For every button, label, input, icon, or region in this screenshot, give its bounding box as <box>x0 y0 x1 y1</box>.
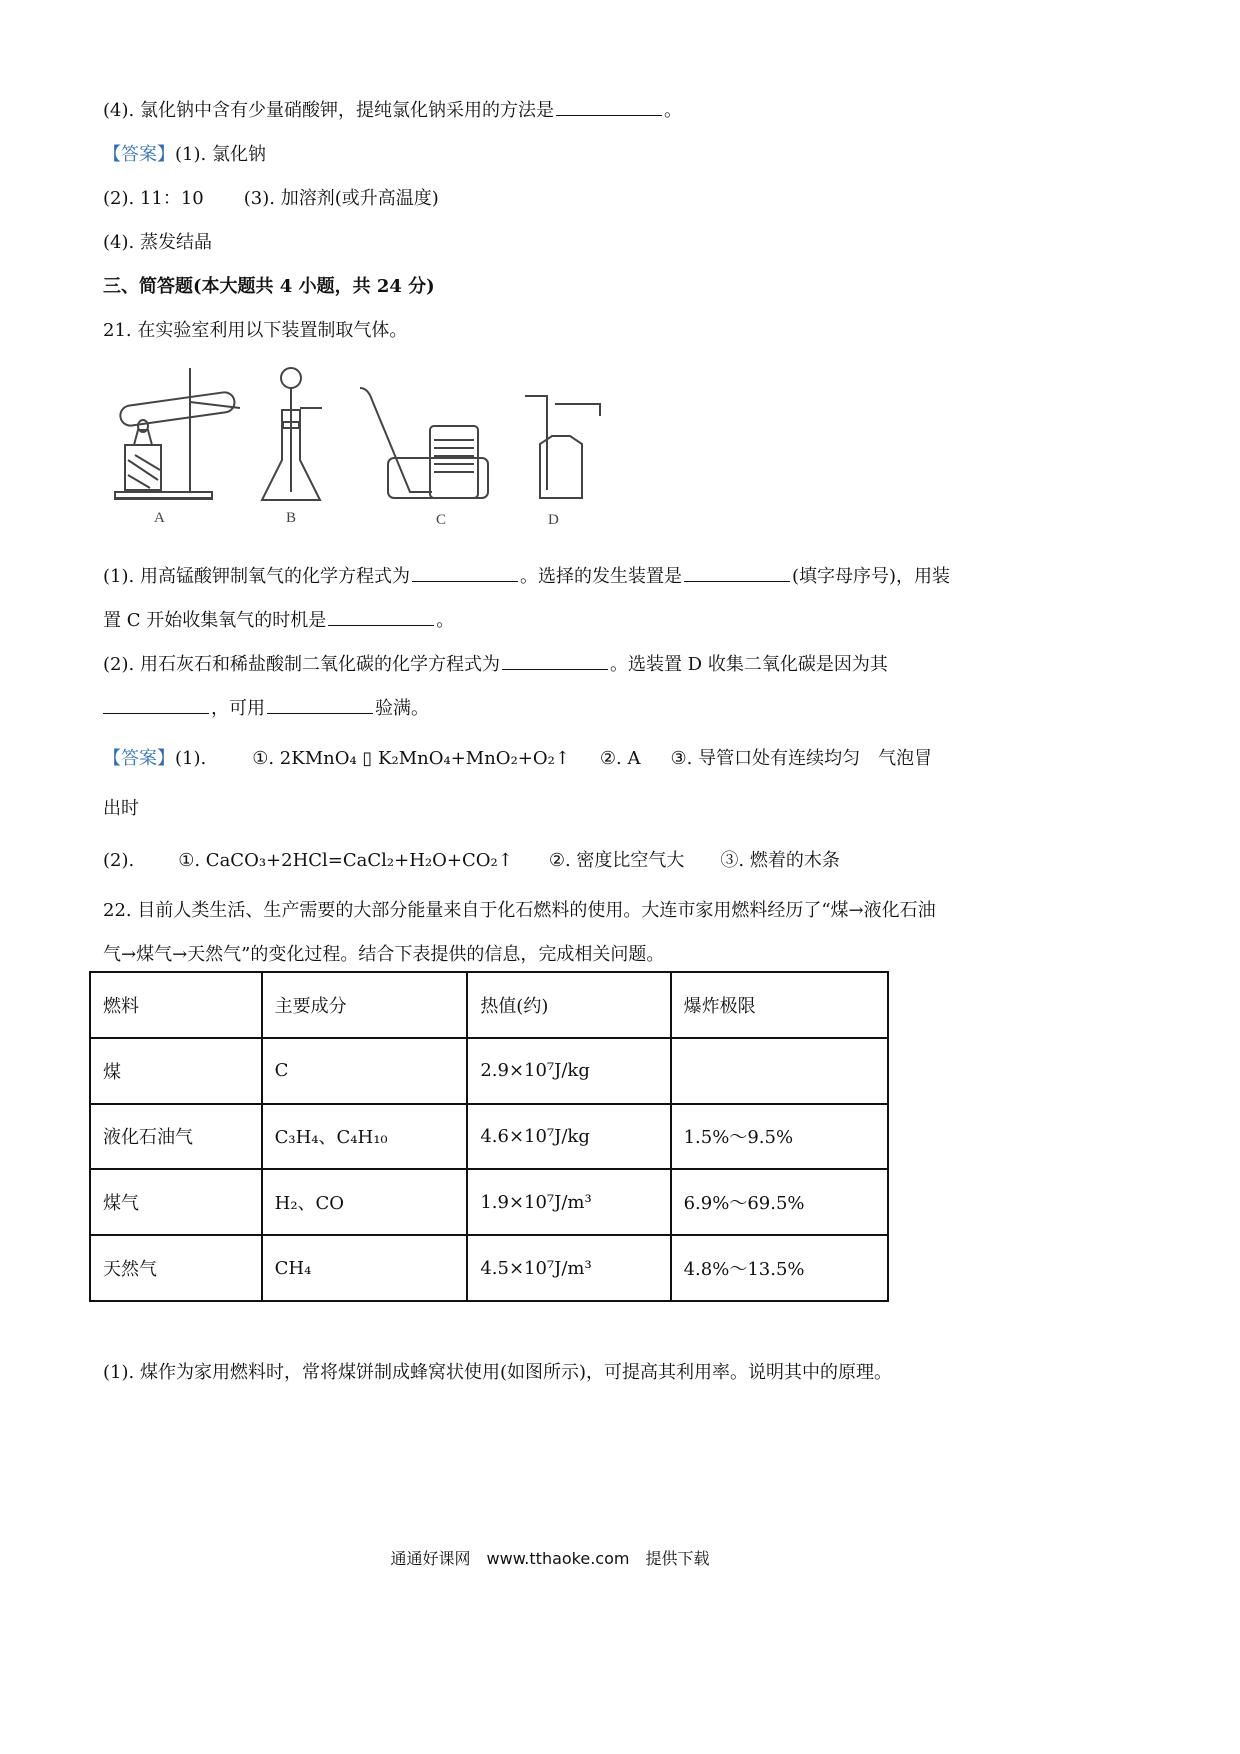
table-row <box>90 1104 888 1170</box>
table-cell: 煤气 <box>90 1169 262 1235</box>
apparatus-drawing <box>110 360 610 540</box>
q22-stem-line2: 气→煤气→天然气”的变化过程。结合下表提供的信息，完成相关问题。 <box>103 944 665 965</box>
figure-label-c: C <box>436 512 447 528</box>
q22-sub1: (1). 煤作为家用燃料时，常将煤饼制成蜂窝状使用(如图所示)，可提高其利用率。说明其中的原理。 <box>103 1362 892 1383</box>
table-row <box>90 1169 888 1235</box>
table-cell: 液化石油气 <box>90 1104 262 1170</box>
figure-label-d: D <box>548 512 559 528</box>
answer-blank[interactable] <box>502 651 608 670</box>
table-cell: 4.6×10⁷J/kg <box>467 1104 670 1170</box>
table-header-row <box>90 972 888 1038</box>
table-header: 燃料 <box>90 972 262 1038</box>
q21-answer-1-cont: 出时 <box>103 798 139 819</box>
table-header: 热值(约) <box>467 972 670 1038</box>
table-header: 爆炸极限 <box>671 972 888 1038</box>
table-cell: 1.9×10⁷J/m³ <box>467 1169 670 1235</box>
table-row <box>90 1038 888 1104</box>
q21-stem: 21. 在实验室利用以下装置制取气体。 <box>103 320 408 341</box>
q22-stem-line1: 22. 目前人类生活、生产需要的大部分能量来自于化石燃料的使用。大连市家用燃料经历了“煤→液化石油 <box>103 900 936 921</box>
table-cell: 4.8%～13.5% <box>671 1235 888 1301</box>
q20-answer-4: (4). 蒸发结晶 <box>103 232 212 253</box>
table-cell: 1.5%～9.5% <box>671 1104 888 1170</box>
q20-answer-2-3: (2). 11：10 (3). 加溶剂(或升高温度) <box>103 188 439 209</box>
answer-label: 【答案】 <box>103 144 175 165</box>
section-title: 三、简答题(本大题共 4 小题，共 24 分) <box>103 276 435 297</box>
q20-item4: (4). 氯化钠中含有少量硝酸钾，提纯氯化钠采用的方法是 。 <box>103 96 682 122</box>
q21-part2-cont: ，可用 验满。 <box>103 694 429 720</box>
answer-blank[interactable] <box>556 97 662 116</box>
table-cell: 天然气 <box>90 1235 262 1301</box>
page-footer: 通通好课网 www.tthaoke.com 提供下载 <box>390 1549 710 1568</box>
table-row <box>90 1235 888 1301</box>
q21-part1: (1). 用高锰酸钾制氧气的化学方程式为 。选择的发生装置是 (填字母序号)，用装 <box>103 562 950 588</box>
table-cell <box>671 1038 888 1104</box>
q21-part1-cont: 置 C 开始收集氧气的时机是 。 <box>103 606 454 632</box>
answer-blank[interactable] <box>267 695 373 714</box>
table-cell: C <box>262 1038 468 1104</box>
answer-label: 【答案】 <box>103 748 175 769</box>
apparatus-figure <box>110 360 610 540</box>
table-cell: 4.5×10⁷J/m³ <box>467 1235 670 1301</box>
table-header: 主要成分 <box>262 972 468 1038</box>
table-cell: CH₄ <box>262 1235 468 1301</box>
table-cell: H₂、CO <box>262 1169 468 1235</box>
answer-blank[interactable] <box>103 695 209 714</box>
fuel-table <box>89 971 889 1302</box>
table-cell: 6.9%～69.5% <box>671 1169 888 1235</box>
figure-label-a: A <box>154 510 165 526</box>
table-cell: 2.9×10⁷J/kg <box>467 1038 670 1104</box>
figure-label-b: B <box>286 510 297 526</box>
table-cell: C₃H₄、C₄H₁₀ <box>262 1104 468 1170</box>
answer-blank[interactable] <box>328 607 434 626</box>
answer-blank[interactable] <box>412 563 518 582</box>
table-cell: 煤 <box>90 1038 262 1104</box>
q21-answer-1: 【答案】(1). ①. 2KMnO₄ ▯ K₂MnO₄+MnO₂+O₂↑ ②. A ③. 导管口处有连续均匀 气泡冒 <box>103 748 933 769</box>
answer-blank[interactable] <box>684 563 790 582</box>
q21-part2: (2). 用石灰石和稀盐酸制二氧化碳的化学方程式为 。选装置 D 收集二氧化碳是因为其 <box>103 650 888 676</box>
q20-answer-1: 【答案】(1). 氯化钠 <box>103 144 266 165</box>
q21-answer-2: (2). ①. CaCO₃+2HCl=CaCl₂+H₂O+CO₂↑ ②. 密度比空气大 ③. 燃着的木条 <box>103 850 840 871</box>
